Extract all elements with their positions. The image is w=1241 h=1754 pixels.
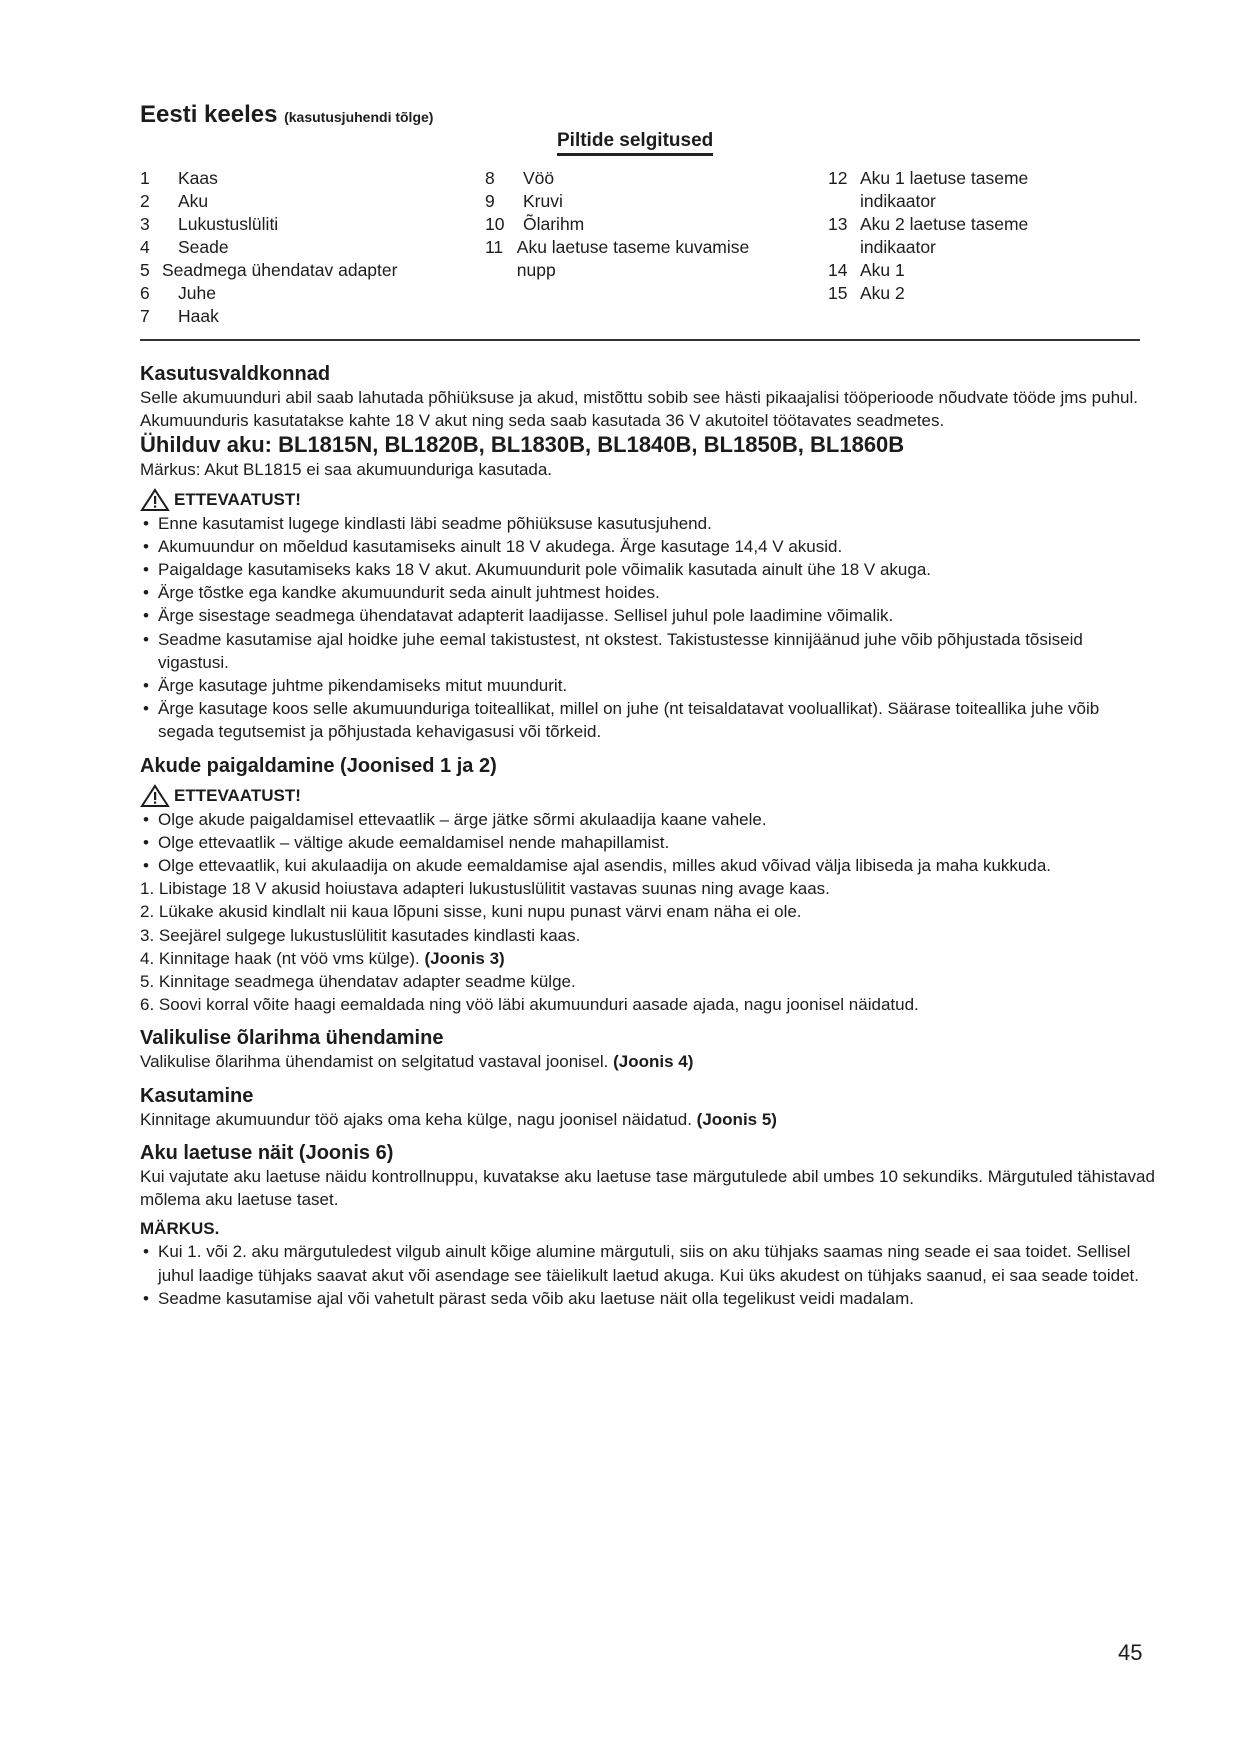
usage-heading: Kasutusvaldkonnad xyxy=(140,363,331,385)
list-item: • Ärge tõstke ega kandke akumuundurit seda ainult juhtmest hoides. xyxy=(140,581,1155,604)
charge-paragraph: Kui vajutate aku laetuse näidu kontrollnuppu, kuvatakse aku laetuse tase märgutulede abil umbes 10 sekundiks. Märgutuled tähistavad mõlema aku laetuse taset. xyxy=(140,1166,1155,1210)
legend-item: 10 Õlarihm xyxy=(485,214,585,234)
legend-item: 6 Juhe xyxy=(140,283,216,303)
figure-reference: (Joonis 3) xyxy=(424,948,505,968)
legend-item: 11 Aku laetuse taseme kuvamise nupp xyxy=(485,237,750,280)
step-item: 2. Lükake akusid kindlalt nii kaua lõpuni sisse, kuni nupu punast värvi enam näha ei ole. xyxy=(140,902,802,922)
warning-icon xyxy=(140,784,170,808)
note-heading: MÄRKUS. xyxy=(140,1219,220,1239)
main-content xyxy=(140,362,1155,1310)
caution-text: ETTEVAATUST! xyxy=(174,490,301,509)
caution-label xyxy=(140,488,1155,512)
step-item: 1. Libistage 18 V akusid hoiustava adapteri lukustuslülitit vastavas suunas ning avage kaas. xyxy=(140,879,830,899)
legend-item: 12 Aku 1 laetuse taseme indikaator xyxy=(828,168,1029,211)
caution-text: ETTEVAATUST! xyxy=(174,786,301,806)
usage-paragraph-1: Selle akumuunduri abil saab lahutada põhiüksuse ja akud, mistõttu sobib see hästi pikaajalisi tööperioode nõudvate tööde jms puhul. xyxy=(140,388,1138,407)
title-text: Eesti keeles xyxy=(140,101,278,128)
page-number: 45 xyxy=(1118,1640,1143,1665)
step-item: 6. Soovi korral võite haagi eemaldada ning vöö läbi akumuunduri aasade ajada, nagu joonisel näidatud. xyxy=(140,995,919,1015)
legend-item: 14 Aku 1 xyxy=(828,260,905,280)
list-item: • Kui 1. või 2. aku märgutuledest vilgub ainult kõige alumine märgutuli, siis on aku tühjaks saamas ning seade ei saa toidet. Sellisel juhul laadige tühjaks saavat akut või asendage see täielikult laetud akuga. Kui üks akudest on tühjaks saanud, ei saa seade toidet. xyxy=(140,1240,1155,1286)
list-item: • Paigaldage kasutamiseks kaks 18 V akut. Akumuundurit pole võimalik kasutada ainult ühe 18 V akuga. xyxy=(140,558,1155,581)
figure-reference: (Joonis 4) xyxy=(613,1052,694,1072)
figure-reference: (Joonis 5) xyxy=(696,1109,777,1129)
legend-item: 4 Seade xyxy=(140,237,229,257)
legend-item: 1 Kaas xyxy=(140,168,218,188)
use-heading: Kasutamine xyxy=(140,1084,254,1107)
usage-note: Märkus: Akut BL1815 ei saa akumuunduriga kasutada. xyxy=(140,460,553,480)
strap-heading: Valikulise õlarihma ühendamine xyxy=(140,1027,444,1050)
legend-item: 7 Haak xyxy=(140,306,219,326)
compatible-battery-heading: Ühilduv aku: BL1815N, BL1820B, BL1830B, BL1840B, BL1850B, BL1860B xyxy=(140,432,905,458)
list-item: • Ärge sisestage seadmega ühendatavat adapterit laadijasse. Sellisel juhul pole laadimine võimalik. xyxy=(140,604,1155,627)
list-item: • Ärge kasutage koos selle akumuunduriga toiteallikat, millel on juhe (nt teisaldatavat vooluallikat). Säärase toiteallika juhe võib segada tegutsemist ja põhjustada kehavigasusi või tõrkeid. xyxy=(140,697,1155,743)
charge-note-list xyxy=(140,1240,1155,1310)
install-steps xyxy=(140,877,1155,1016)
legend-column-1 xyxy=(140,167,460,328)
legend-item: 3 Lukustuslüliti xyxy=(140,214,279,234)
language-title xyxy=(140,101,433,129)
usage-caution-list xyxy=(140,512,1155,744)
use-paragraph: Kinnitage akumuundur töö ajaks oma keha külge, nagu joonisel näidatud. (Joonis 5) xyxy=(140,1109,777,1129)
legend-item: 13 Aku 2 laetuse taseme indikaator xyxy=(828,214,1029,257)
divider xyxy=(140,339,1140,341)
caution-label xyxy=(140,784,1155,808)
install-caution-list xyxy=(140,808,1155,878)
list-item: • Seadme kasutamise ajal või vahetult pärast seda võib aku laetuse näit olla tegelikust veidi madalam. xyxy=(140,1287,1155,1310)
legend-item: 9 Kruvi xyxy=(485,191,563,211)
warning-icon xyxy=(140,488,170,512)
legend-item: 5 Seadmega ühendatav adapter xyxy=(140,260,398,280)
step-item: 5. Kinnitage seadmega ühendatav adapter seadme külge. xyxy=(140,972,576,992)
step-item: 4. Kinnitage haak (nt vöö vms külge). (Joonis 3) xyxy=(140,948,505,968)
list-item: • Ärge kasutage juhtme pikendamiseks mitut muundurit. xyxy=(140,674,1155,697)
usage-paragraph-2: Akumuunduris kasutatakse kahte 18 V akut ning seda saab kasutada 36 V akutoitel töötavates seadmetes. xyxy=(140,411,945,431)
list-item: • Enne kasutamist lugege kindlasti läbi seadme põhiüksuse kasutusjuhend. xyxy=(140,512,1155,535)
step-item: 3. Seejärel sulgege lukustuslülitit kasutades kindlasti kaas. xyxy=(140,925,581,945)
legend-column-2 xyxy=(485,167,785,282)
list-item: • Olge ettevaatlik – vältige akude eemaldamisel nende mahapillamist. xyxy=(140,831,1155,854)
legend-title: Piltide selgitused xyxy=(557,130,713,156)
legend-item: 8 Vöö xyxy=(485,168,555,188)
legend-item: 2 Aku xyxy=(140,191,209,211)
legend-item: 15 Aku 2 xyxy=(828,283,905,303)
list-item: • Akumuundur on mõeldud kasutamiseks ainult 18 V akudega. Ärge kasutage 14,4 V akusid. xyxy=(140,535,1155,558)
list-item: • Olge ettevaatlik, kui akulaadija on akude eemaldamise ajal asendis, milles akud võivad välja libiseda ja maha kukkuda. xyxy=(140,854,1155,877)
charge-heading: Aku laetuse näit (Joonis 6) xyxy=(140,1141,394,1164)
title-subtitle: (kasutusjuhendi tõlge) xyxy=(284,109,434,125)
strap-paragraph: Valikulise õlarihma ühendamist on selgitatud vastaval joonisel. (Joonis 4) xyxy=(140,1052,694,1072)
legend-column-3 xyxy=(828,167,1128,305)
install-heading: Akude paigaldamine (Joonised 1 ja 2) xyxy=(140,754,497,777)
list-item: • Olge akude paigaldamisel ettevaatlik – ärge jätke sõrmi akulaadija kaane vahele. xyxy=(140,808,1155,831)
list-item: • Seadme kasutamise ajal hoidke juhe eemal takistustest, nt okstest. Takistustesse kinnijäänud juhe võib põhjustada tõsiseid vigastusi. xyxy=(140,628,1155,674)
